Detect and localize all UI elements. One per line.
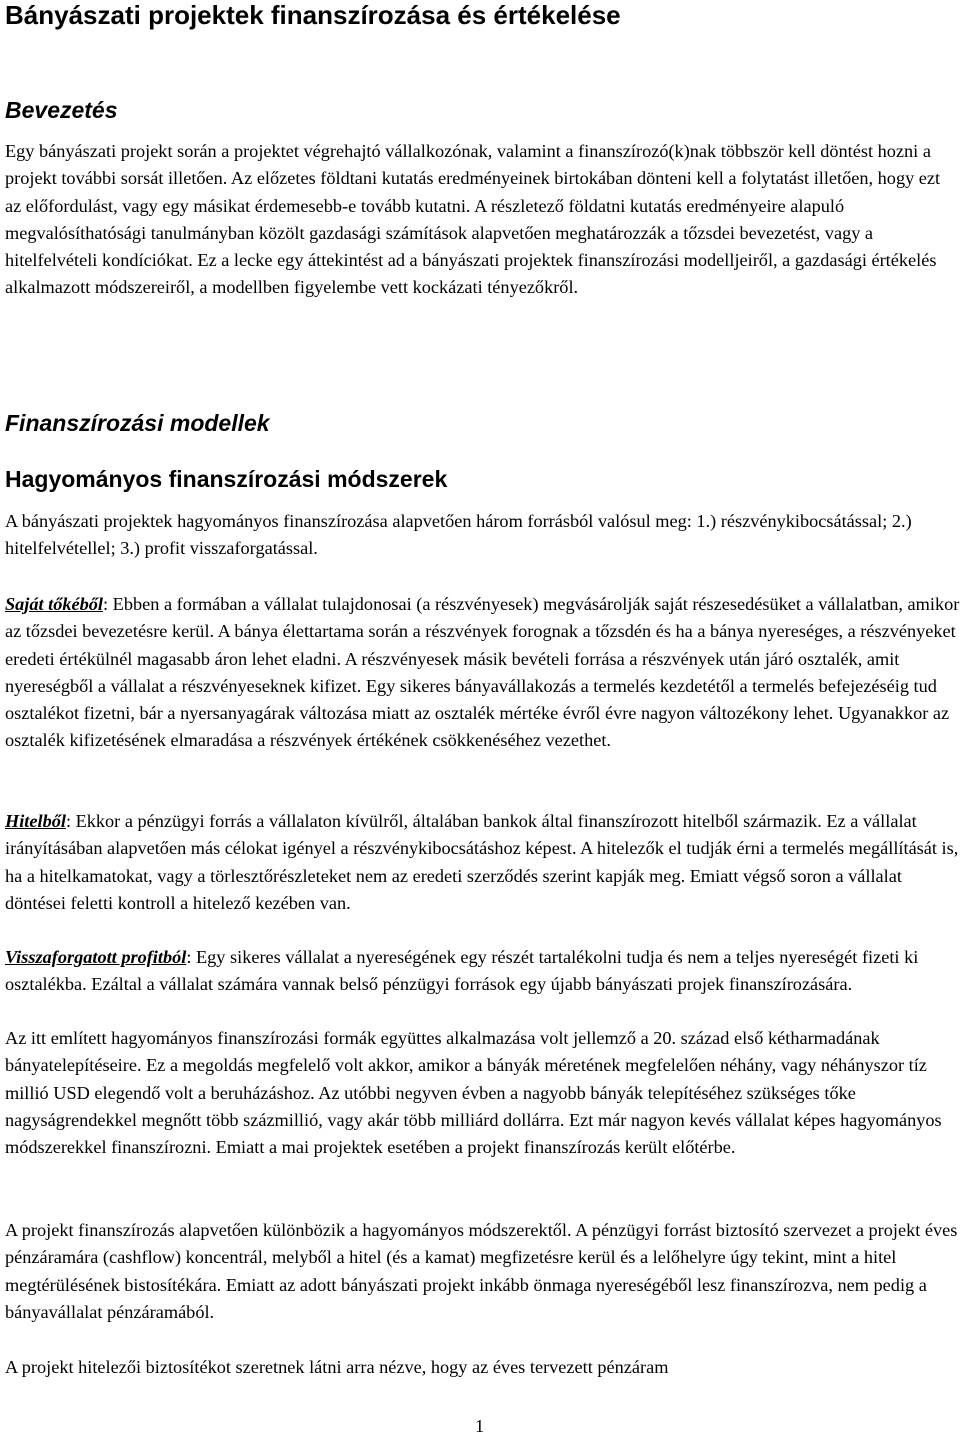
section-heading-intro: Bevezetés: [5, 97, 118, 123]
traditional-paragraph: A bányászati projektek hagyományos finanszírozása alapvetően három forrásból valósul meg: 1.) részvénykibocsátással; 2.) hitelfelvétellel; 3.) profit visszaforgatással.: [5, 511, 912, 559]
page-number: 1: [475, 1416, 485, 1436]
last-paragraph: A projekt hitelezői biztosítékot szeretnek látni arra nézve, hogy az éves tervezett pénzáram: [5, 1357, 669, 1377]
reinvest-text: : Egy sikeres vállalat a nyereségének egy részét tartalékolni tudja és nem a teljes nyereségét fizeti ki osztalékba. Ezáltal a vállalat számára vannak belső pénzügyi források egy újabb bányászati projek finanszírozására.: [5, 947, 919, 995]
loan-label: Hitelből: [5, 811, 66, 831]
reinvest-label: Visszaforgatott profitból: [5, 947, 187, 967]
loan-text: : Ekkor a pénzügyi forrás a vállalaton kívülről, általában bankok által finanszírozott hitelből származik. Ez a vállalat irányításában alapvetően más célokat igényel a részvénykibocsátáshoz képest. A hitelezők el tudják érni a termelés megállítását is, ha a hitelkamatokat, vagy a törlesztőrészleteket nem az eredeti szerződés szerint kapják meg. Emiatt végső soron a vállalat döntései feletti kontroll a hitelező kezében van.: [5, 811, 959, 913]
summary-paragraph: Az itt említett hagyományos finanszírozási formák együttes alkalmazása volt jellemző a 20. század első kétharmadának bányatelepítéseire. Ez a megoldás megfelelő volt akkor, amikor a bányák méretének megfelelően néhány, vagy néhányszor tíz millió USD elegendő volt a beruházáshoz. Az utóbbi negyven évben a nagyobb bányák telepítéséhez szükséges tőke nagyságrendekkel megnőtt több százmillió, vagy akár több milliárd dollárra. Ezt már nagyon kevés vállalat képes hagyományos módszerekkel finanszírozni. Emiatt a mai projektek esetében a projekt finanszírozás került előtérbe.: [5, 1028, 942, 1158]
own-capital-paragraph: [5, 591, 960, 755]
own-capital-text: : Ebben a formában a vállalat tulajdonosai (a részvényesek) megvásárolják saját részesedésüket a vállalatban, amikor az tőzsdei bevezetésre kerül. A bánya élettartama során a részvények forognak a tőzsdén és ha a bánya nyereséges, a részvényeket eredeti értékülnél magasabb áron lehet eladni. A részvényesek másik bevételi forrása a részvények után járó osztalék, amit nyereségből a vállalat a részvényeseknek kifizet. Egy sikeres bányavállakozás a termelés kezdetétől a termelés befejezéséig tud osztalékot fizetni, bár a nyersanyagárak változása miatt az osztalék mértéke évről évre nagyon változékony lehet. Ugyanakkor az osztalék kifizetésének elmaradása a részvények értékének csökkenéséhez vezethet.: [5, 594, 960, 751]
subsection-heading-traditional: Hagyományos finanszírozási módszerek: [5, 466, 448, 492]
reinvest-paragraph: [5, 944, 960, 999]
project-finance-paragraph: A projekt finanszírozás alapvetően különbözik a hagyományos módszerektől. A pénzügyi forrást biztosító szervezet a projekt éves pénzáramára (cashflow) koncentrál, melyből a hitel (és a kamat) megfizetésre kerül és a lelőhelyre úgy tekint, mint a hitel megtérülésének bistosítékára. Emiatt az adott bányászati projekt inkább önmaga nyereségéből lesz finanszírozva, nem pedig a bányavállalat pénzáramából.: [5, 1220, 958, 1322]
section-heading-models: Finanszírozási modellek: [5, 410, 270, 436]
own-capital-label: Saját tőkéből: [5, 594, 104, 614]
loan-paragraph: [5, 808, 960, 917]
document-title: Bányászati projektek finanszírozása és értékelése: [5, 0, 621, 30]
intro-paragraph: Egy bányászati projekt során a projektet végrehajtó vállalkozónak, valamint a finanszírozó(k)nak többször kell döntést hozni a projekt további sorsát illetően. Az előzetes földtani kutatás eredményeinek birtokában dönteni kell a folytatást illetően, hogy ezt az előfordulást, vagy egy másikat érdemesebb-e tovább kutatni. A részletező földatni kutatás eredményeire alapuló megvalósíthatósági tanulmányban közölt gazdasági számítások alapvetően meghatározzák a tőzsdei bevezetést, vagy a hitelfelvételi kondíciókat. Ez a lecke egy áttekintést ad a bányászati projektek finanszírozási modelljeiről, a gazdasági értékelés alkalmazott módszereiről, a modellben figyelembe vett kockázati tényezőkről.: [5, 141, 941, 298]
